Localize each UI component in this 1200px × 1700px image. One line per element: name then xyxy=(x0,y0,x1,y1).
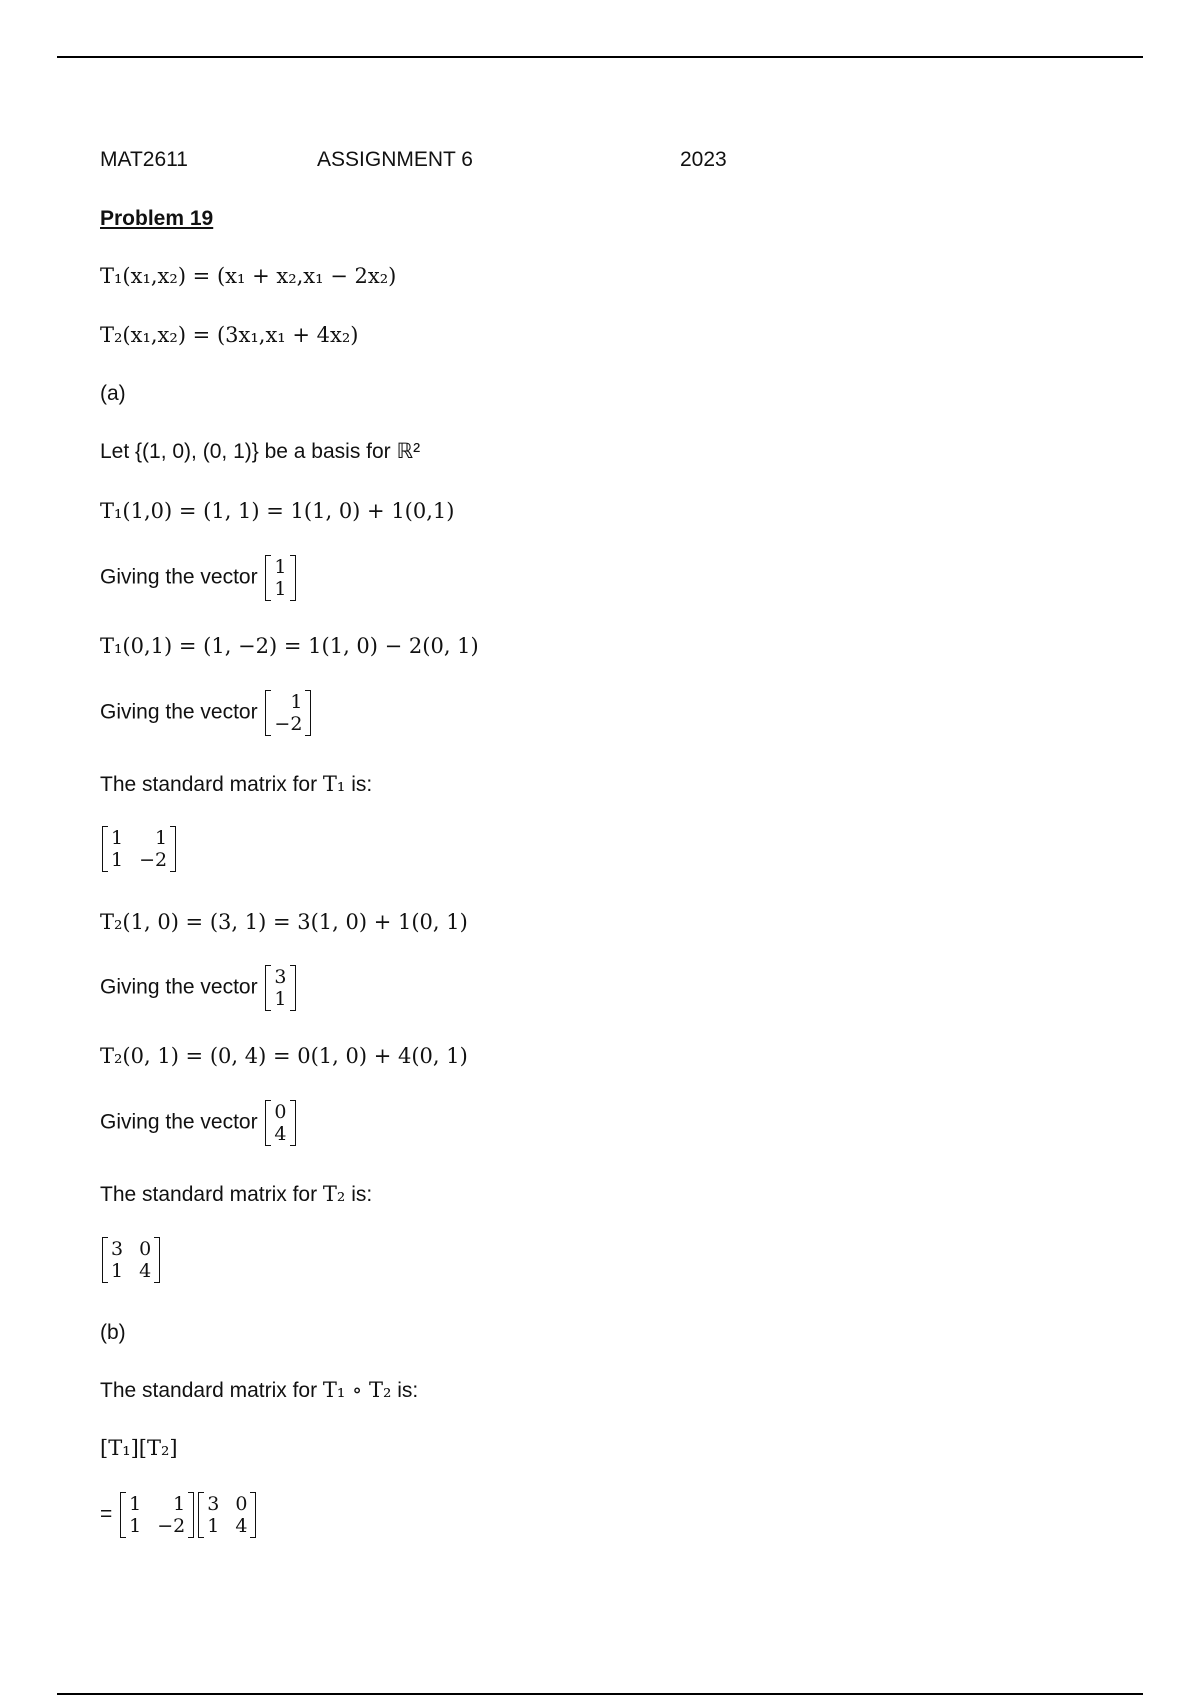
heading-suffix: is: xyxy=(345,1183,373,1206)
t1-symbol: T₁ xyxy=(322,772,346,796)
top-rule xyxy=(57,56,1143,58)
product-matrices xyxy=(100,1492,258,1538)
matrix-t2 xyxy=(100,1237,162,1283)
equals-sign: = xyxy=(100,1502,113,1526)
t2-definition: T₂(x₁,x₂) = (3x₁,x₁ + 4x₂) xyxy=(100,323,359,347)
heading-text: The standard matrix for xyxy=(100,773,323,796)
column-vector xyxy=(265,555,295,601)
matrix-entry: 1 xyxy=(155,827,168,849)
basis-statement: Let {(1, 0), (0, 1)} be a basis for ℝ² xyxy=(100,440,421,463)
t1-definition: T₁(x₁,x₂) = (x₁ + x₂,x₁ − 2x₂) xyxy=(100,264,397,288)
vector-entry: 1 xyxy=(274,556,287,578)
vector-line-t2-e2 xyxy=(100,1100,298,1146)
part-a-label: (a) xyxy=(100,382,126,405)
t2-symbol: T₂ xyxy=(322,1182,346,1206)
t2-e1-equation: T₂(1, 0) = (3, 1) = 3(1, 0) + 1(0, 1) xyxy=(100,910,468,934)
standard-matrix-t1-heading xyxy=(100,772,372,797)
giving-label: Giving the vector xyxy=(100,700,258,724)
t2-e2-equation: T₂(0, 1) = (0, 4) = 0(1, 0) + 4(0, 1) xyxy=(100,1044,468,1068)
bottom-rule xyxy=(57,1693,1143,1695)
right-matrix xyxy=(198,1492,256,1538)
vector-line-t1-e2 xyxy=(100,690,313,736)
matrix-entry: 1 xyxy=(129,1493,142,1515)
vector-line-t2-e1 xyxy=(100,965,298,1011)
assignment-title: ASSIGNMENT 6 xyxy=(317,148,473,171)
heading-text: The standard matrix for xyxy=(100,1379,323,1402)
vector-entry: 4 xyxy=(274,1123,287,1145)
matrix-entry: 0 xyxy=(235,1493,248,1515)
vector-entry: 3 xyxy=(274,966,287,988)
giving-label: Giving the vector xyxy=(100,565,258,589)
vector-entry: 1 xyxy=(274,578,287,600)
giving-label: Giving the vector xyxy=(100,975,258,999)
t1-e1-equation: T₁(1,0) = (1, 1) = 1(1, 0) + 1(0,1) xyxy=(100,499,455,523)
problem-title: Problem 19 xyxy=(100,207,214,230)
matrix-entry: 1 xyxy=(207,1515,220,1537)
vector-entry: 0 xyxy=(274,1101,287,1123)
vector-entry: −2 xyxy=(274,713,303,735)
matrix-entry: 4 xyxy=(139,1260,152,1282)
matrix xyxy=(102,1237,160,1283)
column-vector xyxy=(265,1100,295,1146)
matrix-entry: 1 xyxy=(111,827,124,849)
column-vector xyxy=(265,965,295,1011)
matrix-entry: −2 xyxy=(157,1515,186,1537)
year: 2023 xyxy=(680,148,727,171)
matrix-entry: 4 xyxy=(235,1515,248,1537)
matrix-entry: −2 xyxy=(139,849,168,871)
matrix-entry: 1 xyxy=(173,1493,186,1515)
matrix-entry: 1 xyxy=(111,849,124,871)
vector-entry: 1 xyxy=(290,691,303,713)
vector-entry: 1 xyxy=(274,988,287,1010)
composition-symbol: T₁ ∘ T₂ xyxy=(322,1378,392,1402)
part-b-label: (b) xyxy=(100,1321,126,1344)
standard-matrix-t2-heading xyxy=(100,1182,372,1207)
product-expression: [T₁][T₂] xyxy=(100,1436,178,1460)
heading-suffix: is: xyxy=(345,773,373,796)
matrix-entry: 3 xyxy=(207,1493,220,1515)
heading-text: The standard matrix for xyxy=(100,1183,323,1206)
course-code: MAT2611 xyxy=(100,148,188,171)
matrix-entry: 1 xyxy=(111,1260,124,1282)
matrix xyxy=(102,826,176,872)
matrix-entry: 3 xyxy=(111,1238,124,1260)
matrix-entry: 1 xyxy=(129,1515,142,1537)
matrix-entry: 0 xyxy=(139,1238,152,1260)
left-matrix xyxy=(120,1492,194,1538)
giving-label: Giving the vector xyxy=(100,1110,258,1134)
column-vector xyxy=(265,690,311,736)
matrix-t1 xyxy=(100,826,178,872)
heading-suffix: is: xyxy=(391,1379,419,1402)
composition-heading xyxy=(100,1378,418,1403)
t1-e2-equation: T₁(0,1) = (1, −2) = 1(1, 0) − 2(0, 1) xyxy=(100,634,479,658)
vector-line-t1-e1 xyxy=(100,555,298,601)
